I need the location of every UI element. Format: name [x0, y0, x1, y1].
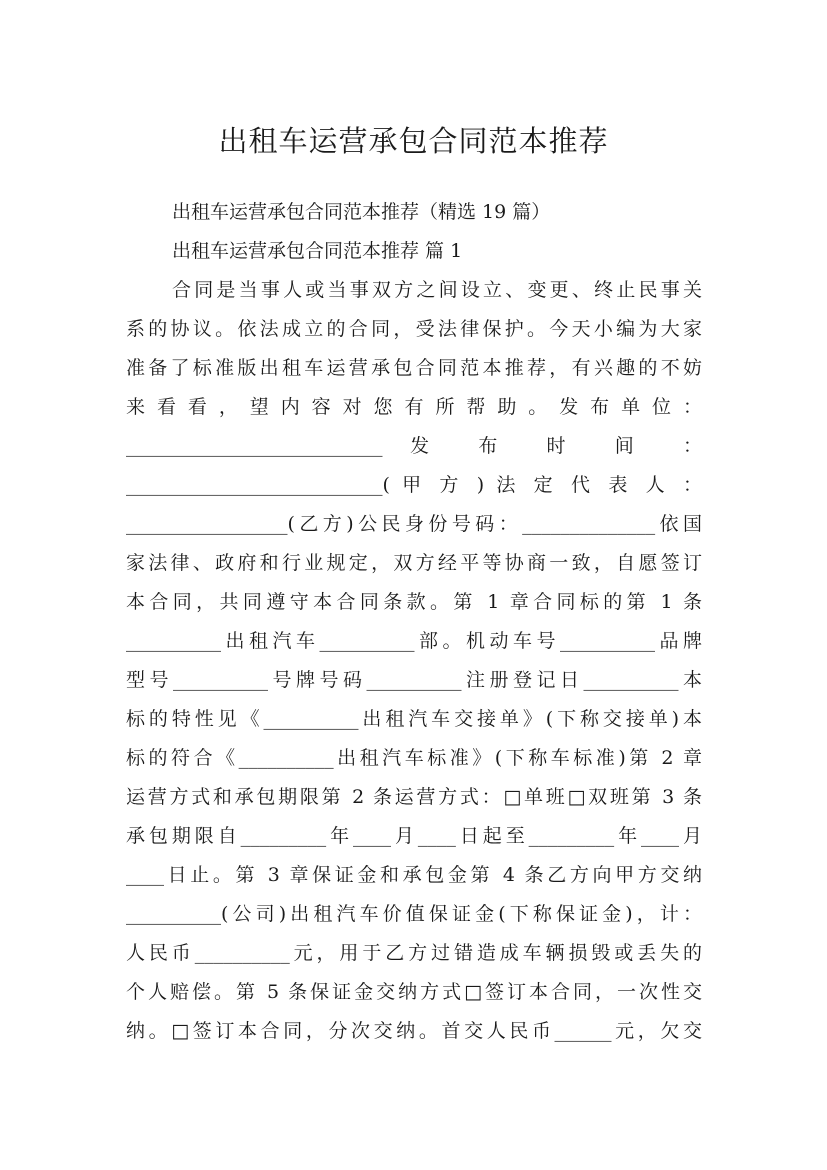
- paragraph-line: 准备了标准版出租车运营承包合同范本推荐，有兴趣的不妨: [126, 357, 702, 379]
- paragraph-line: 系的协议。依法成立的合同，受法律保护。今天小编为大家: [126, 318, 702, 340]
- paragraph-line: ___________________________ 发 布 时 间 ：: [126, 435, 702, 457]
- paragraph-line: 合同是当事人或当事双方之间设立、变更、终止民事关: [172, 279, 702, 301]
- section-heading: 出租车运营承包合同范本推荐 篇 1: [172, 240, 463, 262]
- paragraph-line: _________________(乙方)公民身份号码：______________依国: [126, 513, 702, 535]
- paragraph-line: 个人赔偿。第 5 条保证金交纳方式□签订本合同，一次性交: [126, 981, 702, 1003]
- paragraph-line: __________(公司)出租汽车价值保证金(下称保证金)，计：: [126, 903, 702, 925]
- paragraph-line: ___________________________( 甲 方 ) 法 定 代 表 人 ：: [126, 474, 702, 496]
- paragraph-line: 纳。□签订本合同，分次交纳。首交人民币______元，欠交: [126, 1020, 702, 1042]
- document-title: 出租车运营承包合同范本推荐: [218, 124, 609, 159]
- paragraph-line: 本合同，共同遵守本合同条款。第 1 章合同标的第 1 条: [126, 591, 702, 613]
- subtitle-line: 出租车运营承包合同范本推荐（精选 19 篇）: [172, 201, 551, 223]
- paragraph-line: 标的特性见《__________出租汽车交接单》(下称交接单)本: [126, 708, 702, 730]
- paragraph-line: ____日止。第 3 章保证金和承包金第 4 条乙方向甲方交纳: [126, 864, 702, 886]
- paragraph-line: __________出租汽车__________部。机动车号__________品牌: [126, 630, 702, 652]
- paragraph-line: 家法律、政府和行业规定，双方经平等协商一致，自愿签订: [126, 552, 702, 574]
- paragraph-line: 型号__________号牌号码__________注册登记日__________本: [126, 669, 702, 691]
- paragraph-line: 人民币__________元，用于乙方过错造成车辆损毁或丢失的: [126, 942, 702, 964]
- paragraph-line: 标的符合《__________出租汽车标准》(下称车标准)第 2 章: [126, 747, 702, 769]
- paragraph-line: 运营方式和承包期限第 2 条运营方式：□单班□双班第 3 条: [126, 786, 702, 808]
- paragraph-line: 来 看 看 ， 望 内 容 对 您 有 所 帮 助 。 发 布 单 位 ：: [126, 396, 702, 418]
- paragraph-line: 承包期限自_________年____月____日起至_________年____月: [126, 825, 702, 847]
